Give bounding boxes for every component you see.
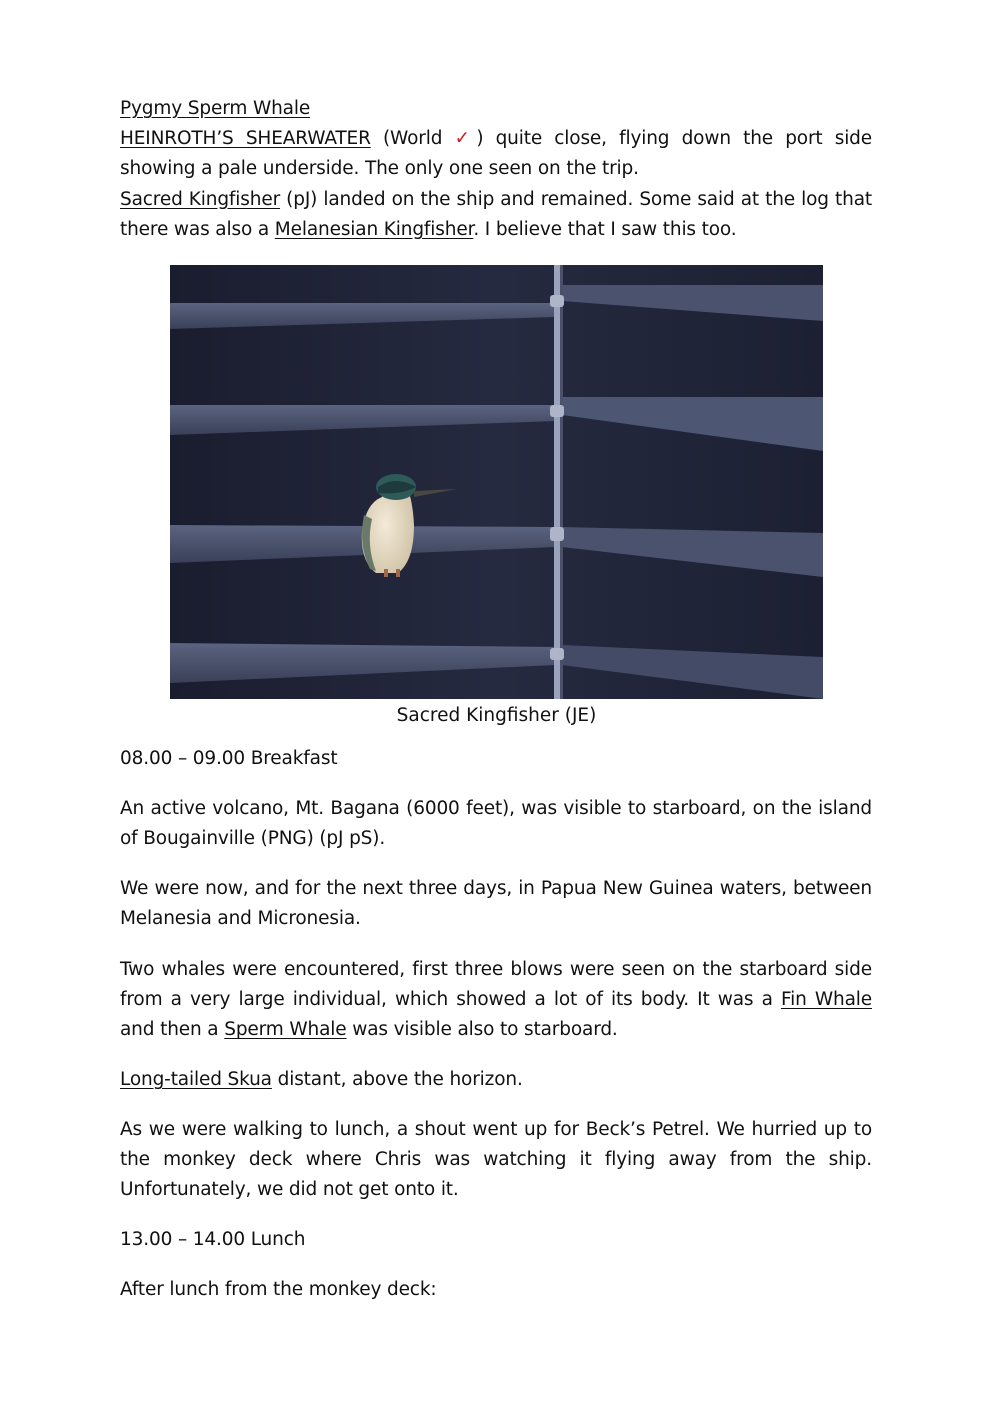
check-icon: ✓ xyxy=(454,128,477,150)
whales-text-mid: and then a xyxy=(120,1019,225,1041)
png-waters-paragraph: We were now, and for the next three days, in Papua New Guinea waters, between Melanesia and Micronesia. xyxy=(120,878,872,930)
skua-paragraph xyxy=(120,1065,872,1095)
skua-block xyxy=(120,1065,872,1095)
volcano-block xyxy=(120,794,872,854)
breakfast-line-block xyxy=(120,744,872,774)
long-tailed-skua-name: Long-tailed Skua xyxy=(120,1069,272,1090)
pygmy-sperm-whale-link: Pygmy Sperm Whale xyxy=(120,98,311,119)
whales-text-pre: Two whales were encountered, first three blows were seen on the starboard side from a very large individual, which showed a lot of its body. It was a xyxy=(120,959,872,1011)
heinroth-paragraph xyxy=(120,124,872,184)
png-waters-block xyxy=(120,874,872,934)
breakfast-time: 08.00 – 09.00 Breakfast xyxy=(120,748,338,769)
whales-text-post: was visible also to starboard. xyxy=(346,1019,618,1041)
lunch-time: 13.00 – 14.00 Lunch xyxy=(120,1229,306,1250)
volcano-paragraph: An active volcano, Mt. Bagana (6000 feet), was visible to starboard, on the island of Bougainville (PNG) (pJ pS). xyxy=(120,798,872,850)
sperm-whale-name: Sperm Whale xyxy=(224,1019,347,1041)
photo-caption: Sacred Kingfisher (JE) xyxy=(396,705,597,726)
heinroth-text-pre: (World xyxy=(370,128,455,150)
after-lunch-block xyxy=(120,1275,872,1305)
whales-paragraph xyxy=(120,955,872,1046)
sacred-kingfisher-paragraph xyxy=(120,185,872,245)
skua-text-post: distant, above the horizon. xyxy=(271,1069,523,1090)
becks-block xyxy=(120,1115,872,1206)
fin-whale-name: Fin Whale xyxy=(780,989,872,1011)
melanesian-kingfisher-name: Melanesian Kingfisher xyxy=(274,218,474,240)
sacred-text-mid: (pJ) landed on the ship and remained. Some said at the log that there was also a xyxy=(120,188,872,240)
sacred-text-post: . I believe that I saw this too. xyxy=(473,218,737,240)
intro-block xyxy=(120,94,872,245)
pygmy-sperm-whale-line xyxy=(120,94,872,124)
after-lunch-line: After lunch from the monkey deck: xyxy=(120,1279,437,1300)
becks-petrel-paragraph: As we were walking to lunch, a shout went up for Beck’s Petrel. We hurried up to the monkey deck where Chris was watching it flying away from the ship. Unfortunately, we did not get onto it. xyxy=(120,1119,872,1201)
lunch-block xyxy=(120,1225,872,1255)
sacred-kingfisher-name: Sacred Kingfisher xyxy=(120,188,281,210)
kingfisher-photo-svg xyxy=(170,265,823,699)
kingfisher-photo xyxy=(170,265,823,699)
heinroth-shearwater-name: HEINROTH’S SHEARWATER xyxy=(120,128,371,150)
heinroth-text-post: ) quite close, flying down the port side showing a pale underside. The only one seen on the trip. xyxy=(120,128,873,180)
whales-block xyxy=(120,955,872,1046)
